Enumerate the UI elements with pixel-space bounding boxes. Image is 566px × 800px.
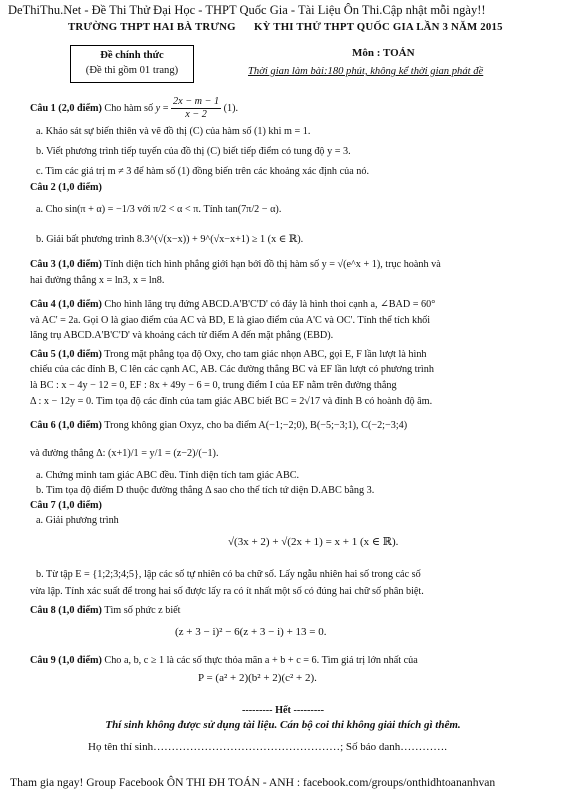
exam-note: Thí sinh không được sử dụng tài liệu. Cán bộ coi thi không giải thích gì thêm.: [105, 719, 461, 731]
q3-line2: hai đường thẳng x = ln3, x = ln8.: [30, 275, 165, 286]
q6-heading: Câu 6 (1,0 điểm): [30, 420, 102, 431]
q8-heading: Câu 8 (1,0 điểm): [30, 605, 102, 616]
q1-line: Câu 1 (2,0 điểm) Cho hàm số y = $\frac{2x - m - 1}{x - 2}$ (1).: [30, 96, 239, 120]
q5-line3: là BC : x − 4y − 12 = 0, EF : 8x + 49y − 6 = 0, trung điểm I của EF nằm trên đường thẳng: [30, 380, 397, 391]
exam-title: KỲ THI THỬ THPT QUỐC GIA LẦN 3 NĂM 2015: [254, 21, 503, 33]
q5-line1: [30, 348, 427, 361]
q9-line: [30, 654, 418, 667]
q7b-line1: b. Từ tập E = {1;2;3;4;5}, lập các số tự nhiên có ba chữ số. Lấy ngẫu nhiên hai số trong các số: [36, 569, 421, 580]
q6b: b. Tìm tọa độ điểm D thuộc đường thẳng Δ sao cho thể tích tứ diện D.ABC bằng 3.: [36, 485, 375, 496]
q1a: a. Khảo sát sự biến thiên và vẽ đồ thị (C) của hàm số (1) khi m = 1.: [36, 126, 311, 137]
q9-heading: Câu 9 (1,0 điểm): [30, 655, 102, 666]
q1b: b. Viết phương trình tiếp tuyến của đồ thị (C) biết tiếp điểm có tung độ y = 3.: [36, 146, 351, 157]
q1-intro: Cho hàm số: [104, 102, 154, 114]
site-banner: DeThiThu.Net - Đề Thi Thử Đại Học - THPT Quốc Gia - Tài Liệu Ôn Thi.Cập nhật mỗi ngày!!: [8, 3, 486, 17]
q7b-line2: vừa lập. Tính xác suất để trong hai số được lấy ra có ít nhất một số có đúng hai chữ số phân biệt.: [30, 586, 424, 597]
q5-text1: Trong mặt phẳng tọa độ Oxy, cho tam giác nhọn ABC, gọi E, F lần lượt là hình: [104, 349, 427, 360]
q6-line1: [30, 419, 407, 432]
q5-line4: Δ : x − 12y = 0. Tìm tọa độ các đỉnh của tam giác ABC biết BC = 2√17 và đỉnh B có hoành độ âm.: [30, 396, 433, 407]
q4-text1: Cho hình lăng trụ đứng ABCD.A'B'C'D' có đáy là hình thoi cạnh a, ∠BAD = 60°: [104, 299, 436, 310]
q1-fraction: [171, 96, 221, 121]
school-name: TRƯỜNG THPT HAI BÀ TRƯNG: [68, 21, 236, 33]
q1-tag: (1).: [223, 102, 239, 114]
q2b: b. Giải bất phương trình 8.3^(√(x−x)) + 9^(√x−x+1) ≥ 1 (x ∈ ℝ).: [36, 234, 304, 245]
q1-heading: Câu 1 (2,0 điểm): [30, 102, 102, 114]
q1-denominator: x − 2: [185, 109, 207, 120]
q1c: c. Tìm các giá trị m ≠ 3 để hàm số (1) đồng biến trên các khoảng xác định của nó.: [36, 166, 369, 177]
q9-intro: Cho a, b, c ≥ 1 là các số thực thỏa mãn a + b + c = 6. Tìm giá trị lớn nhất của: [104, 655, 418, 666]
pages-note: (Đề thi gồm 01 trang): [85, 65, 179, 76]
q3-text1: Tính diện tích hình phẳng giới hạn bởi đồ thị hàm số y = √(e^x + 1), trục hoành và: [104, 259, 441, 270]
footer-link[interactable]: Tham gia ngay! Group Facebook ÔN THI ĐH TOÁN - ANH : facebook.com/groups/onthidhtoananhvan: [10, 776, 496, 789]
q3-heading: Câu 3 (1,0 điểm): [30, 259, 102, 270]
subject: Môn : TOÁN: [352, 47, 415, 59]
official-box: [70, 45, 194, 83]
time-note: Thời gian làm bài:180 phút, không kể thời gian phát đề: [248, 66, 484, 77]
q7-equation: √(3x + 2) + √(2x + 1) = x + 1 (x ∈ ℝ).: [228, 536, 399, 548]
q4-heading: Câu 4 (1,0 điểm): [30, 299, 102, 310]
q8-intro: Tìm số phức z biết: [104, 605, 181, 616]
q1-numerator: 2x − m − 1: [173, 96, 220, 107]
q2-heading: Câu 2 (1,0 điểm): [30, 182, 102, 193]
q6-text1: Trong không gian Oxyz, cho ba điểm A(−1;−2;0), B(−5;−3;1), C(−2;−3;4): [104, 420, 408, 431]
q6-line2: và đường thẳng Δ: (x+1)/1 = y/1 = (z−2)/(−1).: [30, 448, 219, 459]
q9-equation: P = (a² + 2)(b² + 2)(c² + 2).: [198, 672, 317, 684]
official-label: Đề chính thức: [100, 50, 164, 61]
candidate-line: Họ tên thí sinh……………………………………………; Số báo danh………….: [88, 741, 448, 753]
q7-heading: Câu 7 (1,0 điểm): [30, 500, 102, 511]
q8-equation: (z + 3 − i)² − 6(z + 3 − i) + 13 = 0.: [175, 626, 327, 638]
q4-line1: [30, 298, 435, 311]
q2a: a. Cho sin(π + α) = −1/3 với π/2 < α < π. Tính tan(7π/2 − α).: [36, 204, 282, 215]
q5-heading: Câu 5 (1,0 điểm): [30, 349, 102, 360]
q4-line2: và AC' = 2a. Gọi O là giao điểm của AC và BD, E là giao điểm của A'C và OC'. Tính thể tích khối: [30, 315, 431, 326]
q3-line1: [30, 258, 441, 271]
q4-line3: lăng trụ ABCD.A'B'C'D' và khoảng cách từ điểm A đến mặt phẳng (EBD).: [30, 330, 334, 341]
q8-line: [30, 604, 181, 617]
end-marker: --------- Hết ---------: [242, 705, 324, 716]
q5-line2: chiếu của các đỉnh B, C lên các cạnh AC, AB. Các đường thẳng BC và EF lần lượt có phương trình: [30, 364, 434, 375]
q7a: a. Giải phương trình: [36, 515, 119, 526]
q6a: a. Chứng minh tam giác ABC đều. Tính diện tích tam giác ABC.: [36, 470, 300, 481]
